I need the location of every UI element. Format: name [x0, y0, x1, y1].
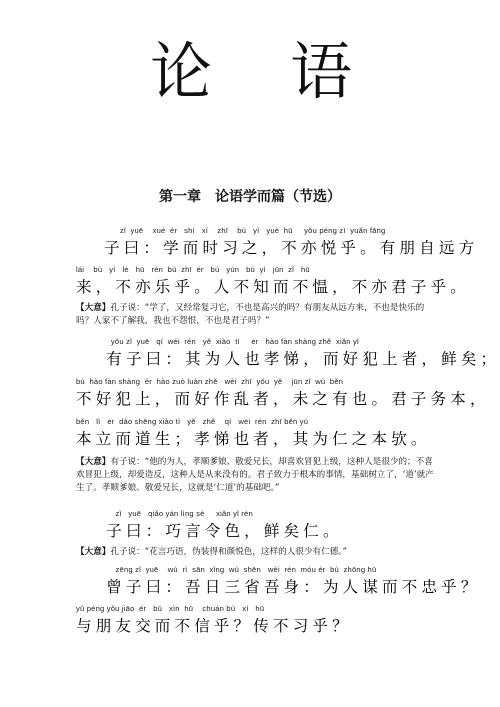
- pinyin-line: yǔ péng yǒu jiāo ér bú xìn hū chuán bù xí hū: [76, 604, 265, 613]
- note-text: 孔子说：“学了，又经常复习它，不也是高兴的吗？有朋友从远方来，不也是快乐的吗？人家不了解我，我也不怨恨，不也是君子吗？”: [76, 303, 425, 326]
- title-char-lun: 论: [150, 35, 213, 108]
- chapter-title: 第一章 论语学而篇（节选）: [159, 189, 341, 205]
- note-paragraph: [76, 456, 436, 495]
- note-text: 孔子说：“花言巧语，伪装得和颜悦色，这样的人很少有仁德。”: [110, 547, 348, 557]
- pinyin-line: lái bù yì lè hū rén bù zhī ér bú yùn bù yì jūn zǐ hū: [76, 265, 310, 274]
- pinyin-line: běn lì ér dào shēng xiào tì yě zhě qí wéi rén zhī běn yú: [76, 417, 309, 426]
- note-text: 有子说：“他的为人，孝顺爹娘、敬爱兄长，却喜欢冒犯上级，这种人是很少的；不喜欢冒犯上级，却爱造反，这种人是从来没有的。君子致力于根本的事情，基础树立了，‘道’就产生了。孝顺爹娘、敬爱兄长，这就是‘仁道’的基础吧。”: [76, 457, 434, 493]
- note-tag: 【大意】: [76, 303, 111, 313]
- pinyin-line: yǒu zǐ yuē qí wéi rén yě xiào tì ér hào fàn shàng zhě xiǎn yǐ: [104, 337, 359, 346]
- pinyin-line: zǐ yuē qiǎo yán lìng sè xiǎn yǐ rén: [104, 509, 253, 518]
- title-char-yu: 语: [290, 35, 353, 108]
- text-line: 子曰：巧言令色，鲜矣仁。: [88, 522, 343, 540]
- text-line: 曾子曰：吾日三省吾身：为人谋而不忠乎？: [88, 578, 481, 596]
- text-line: 子曰：学而时习之，不亦悦乎。有朋自远方: [104, 239, 479, 257]
- text-line: 本立而道生；孝悌也者，其为仁之本欤。: [76, 430, 431, 448]
- text-line: 不好犯上，而好作乱者，未之有也。君子务本，: [76, 390, 490, 408]
- pinyin-line: bù hào fàn shàng ér hào zuò luàn zhě wèi zhī yǒu yě jūn zǐ wù běn: [76, 377, 344, 386]
- text-line: 有子曰：其为人也孝悌，而好犯上者，鲜矣；: [88, 350, 500, 368]
- note-tag: 【大意】: [76, 457, 111, 467]
- note-paragraph: [76, 302, 436, 328]
- text-line: 与朋友交而不信乎？传不习乎？: [76, 617, 352, 635]
- pinyin-line: zēng zǐ yuē wú rì sān xǐng wú shēn wèi rén móu ér bù zhōng hū: [104, 565, 377, 574]
- pinyin-line: zǐ yuē xué ér shí xí zhī bù yì yuè hū yǒu péng zì yuǎn fāng: [120, 226, 386, 235]
- text-line: 来，不亦乐乎。人不知而不愠，不亦君子乎。: [76, 278, 471, 296]
- note-tag: 【大意】: [76, 547, 111, 557]
- note-paragraph: [76, 546, 436, 559]
- page-title: [0, 22, 500, 112]
